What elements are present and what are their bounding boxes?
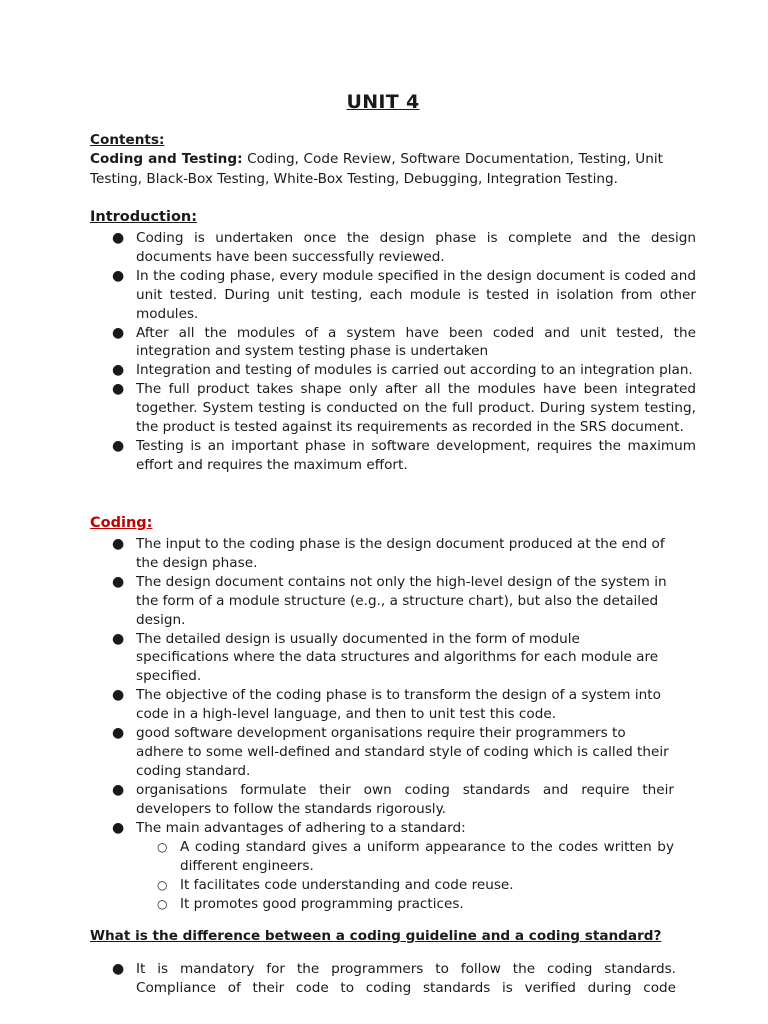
- bullet-icon: ●: [112, 324, 125, 341]
- bullet-icon: ●: [112, 961, 125, 977]
- list-item: ● After all the modules of a system have been coded and unit tested, the integration and system testing phase is undertaken: [112, 324, 696, 360]
- bullet-icon: ●: [112, 573, 125, 590]
- sub-list-item: ○ It facilitates code understanding and code reuse.: [157, 876, 514, 893]
- difference-list: [112, 960, 676, 998]
- advantages-sublist: [112, 838, 674, 914]
- bullet-icon: ●: [112, 381, 125, 398]
- list-item: ● The design document contains not only the high-level design of the system in the form of a module structure (e.g., a structure chart), but also the detailed design.: [112, 573, 667, 628]
- list-item: ● The input to the coding phase is the design document produced at the end of the design phase.: [112, 536, 665, 571]
- bullet-icon: ●: [112, 267, 125, 284]
- list-item: ● In the coding phase, every module specified in the design document is coded and unit tested. During unit testing, each module is tested in isolation from other modules.: [112, 267, 696, 322]
- bullet-icon: ●: [112, 687, 125, 704]
- bullet-icon: ●: [112, 725, 125, 742]
- difference-question: What is the difference between a coding guideline and a coding standard?: [90, 928, 662, 944]
- list-item: ● The objective of the coding phase is to transform the design of a system into code in a high-level language, and then to unit test this code.: [112, 687, 661, 723]
- contents-topics: Coding, Code Review, Software Documentation, Testing, Unit Testing, Black-Box Testing, White-Box Testing, Debugging, Integration Testing.: [90, 151, 663, 187]
- list-item: ● organisations formulate their own coding standards and require their developers to follow the standards rigorously.: [112, 781, 674, 817]
- introduction-list: [112, 229, 696, 475]
- bullet-icon: ●: [112, 536, 125, 552]
- sub-list-item: ○ A coding standard gives a uniform appearance to the codes written by different engineers.: [157, 838, 674, 874]
- contents-text: [90, 150, 663, 189]
- page-title: UNIT 4: [346, 91, 420, 113]
- list-item: ● It is mandatory for the programmers to follow the coding standards. Compliance of their code to coding standards is verified during code: [112, 961, 676, 996]
- list-item: ● Coding is undertaken once the design phase is complete and the design documents have been successfully reviewed.: [112, 230, 696, 265]
- list-item: ● Integration and testing of modules is carried out according to an integration plan.: [112, 362, 693, 379]
- circle-bullet-icon: ○: [157, 839, 168, 854]
- bullet-icon: ●: [112, 781, 125, 798]
- introduction-heading: Introduction:: [90, 209, 198, 225]
- bullet-icon: ●: [112, 819, 125, 836]
- list-item: ● The main advantages of adhering to a standard: ○ A coding standard gives a uniform appearance to the codes written by different engineers. ○ It facilitates code understanding and code reuse. ○ It promotes good programming practices.: [112, 819, 674, 912]
- bullet-icon: ●: [112, 630, 125, 647]
- list-item: ● good software development organisations require their programmers to adhere to some well-defined and standard style of coding which is called their coding standard.: [112, 725, 669, 779]
- coding-list: [112, 535, 674, 914]
- list-item: ● Testing is an important phase in software development, requires the maximum effort and requires the maximum effort.: [112, 437, 696, 473]
- list-item: ● The full product takes shape only after all the modules have been integrated together. System testing is conducted on the full product. During system testing, the product is tested against its requirements as recorded in the SRS document.: [112, 381, 696, 436]
- circle-bullet-icon: ○: [157, 877, 168, 892]
- bullet-icon: ●: [112, 437, 125, 454]
- bullet-icon: ●: [112, 230, 125, 246]
- bullet-icon: ●: [112, 362, 125, 379]
- circle-bullet-icon: ○: [157, 896, 168, 911]
- contents-label: Contents:: [90, 132, 165, 148]
- sub-list-item: ○ It promotes good programming practices.: [157, 895, 464, 912]
- coding-heading: Coding:: [90, 515, 153, 531]
- contents-bold-lead: Coding and Testing:: [90, 151, 243, 167]
- list-item: ● The detailed design is usually documented in the form of module specifications where the data structures and algorithms for each module are specified.: [112, 630, 659, 685]
